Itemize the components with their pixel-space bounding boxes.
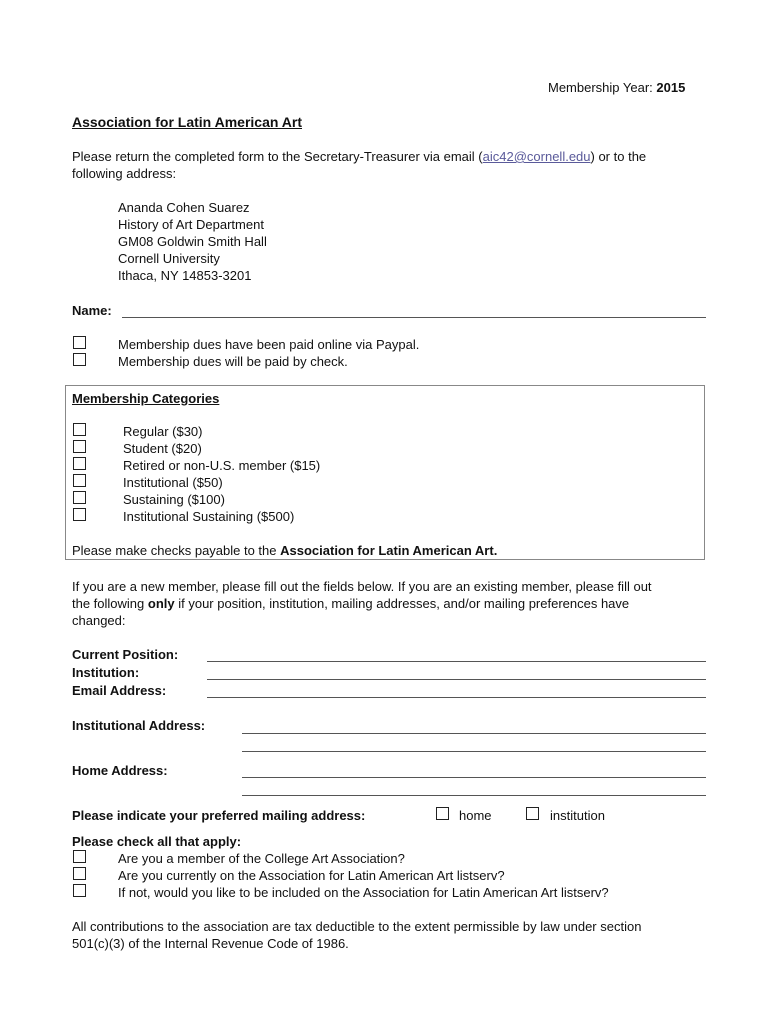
instructions-after: if your position, institution, mailing addresses, and/or mailing preferences have — [174, 596, 630, 611]
address-line-2: History of Art Department — [118, 217, 264, 232]
instructions-before: the following — [72, 596, 148, 611]
check-payment-label: Membership dues will be paid by check. — [118, 354, 348, 369]
address-line-3: GM08 Goldwin Smith Hall — [118, 234, 267, 249]
institutional-checkbox[interactable] — [73, 474, 86, 487]
category-student: Student ($20) — [123, 441, 202, 456]
membership-year-value: 2015 — [656, 80, 686, 95]
form-title: Association for Latin American Art — [72, 114, 303, 130]
instructions-line-1: If you are a new member, please fill out the fields below. If you are an existing member, please fill out — [72, 579, 652, 594]
checks-org-name: Association for Latin American Art. — [280, 543, 498, 558]
address-line-5: Ithaca, NY 14853-3201 — [118, 268, 252, 283]
membership-year-label: Membership Year: — [548, 80, 653, 95]
address-line-1: Ananda Cohen Suarez — [118, 200, 250, 215]
check-payment-checkbox[interactable] — [73, 353, 86, 366]
institution-label: Institution: — [72, 665, 140, 680]
instructions-line-3: changed: — [72, 613, 126, 628]
intro-line2: following address: — [72, 166, 177, 181]
home-address-label: Home Address: — [72, 763, 168, 778]
retired-checkbox[interactable] — [73, 457, 86, 470]
instructions-line-2 — [72, 595, 629, 612]
current-position-label: Current Position: — [72, 647, 179, 662]
name-label: Name: — [72, 303, 112, 318]
home-address-field-2[interactable] — [242, 795, 706, 796]
address-line-4: Cornell University — [118, 251, 220, 266]
institutional-sustaining-checkbox[interactable] — [73, 508, 86, 521]
current-position-field[interactable] — [207, 661, 706, 662]
email-link[interactable]: aic42@cornell.edu — [482, 149, 591, 164]
caa-member-label: Are you a member of the College Art Association? — [118, 851, 405, 866]
join-listserv-label: If not, would you like to be included on the Association for Latin American Art listserv? — [118, 885, 609, 900]
student-checkbox[interactable] — [73, 440, 86, 453]
email-address-field[interactable] — [207, 697, 706, 698]
caa-member-checkbox[interactable] — [73, 850, 86, 863]
category-sustaining: Sustaining ($100) — [123, 492, 225, 507]
sustaining-checkbox[interactable] — [73, 491, 86, 504]
check-all-heading: Please check all that apply: — [72, 834, 242, 849]
categories-heading: Membership Categories — [72, 391, 220, 406]
join-listserv-checkbox[interactable] — [73, 884, 86, 897]
tax-note-line-2: 501(c)(3) of the Internal Revenue Code of 1986. — [72, 936, 349, 951]
name-field[interactable] — [122, 317, 706, 318]
category-regular: Regular ($30) — [123, 424, 203, 439]
intro-before: Please return the completed form to the Secretary-Treasurer via email ( — [72, 149, 483, 164]
instructions-only: only — [147, 596, 175, 611]
membership-year — [548, 79, 685, 96]
institution-mailing-label: institution — [550, 808, 605, 823]
email-address-label: Email Address: — [72, 683, 167, 698]
mailing-preference-label: Please indicate your preferred mailing address: — [72, 808, 366, 823]
intro-after: ) or to the — [590, 149, 647, 164]
home-mailing-label: home — [459, 808, 492, 823]
checks-payable-note — [72, 542, 497, 559]
paypal-option-label: Membership dues have been paid online via Paypal. — [118, 337, 420, 352]
institutional-address-field-2[interactable] — [242, 751, 706, 752]
institutional-address-field-1[interactable] — [242, 733, 706, 734]
category-institutional: Institutional ($50) — [123, 475, 223, 490]
category-retired: Retired or non-U.S. member ($15) — [123, 458, 321, 473]
on-listserv-checkbox[interactable] — [73, 867, 86, 880]
tax-note-line-1: All contributions to the association are tax deductible to the extent permissible by law under section — [72, 919, 642, 934]
intro-text — [72, 148, 712, 165]
category-institutional-sustaining: Institutional Sustaining ($500) — [123, 509, 295, 524]
regular-checkbox[interactable] — [73, 423, 86, 436]
institutional-address-label: Institutional Address: — [72, 718, 206, 733]
checks-before: Please make checks payable to the — [72, 543, 281, 558]
home-address-field-1[interactable] — [242, 777, 706, 778]
institution-mailing-checkbox[interactable] — [526, 807, 539, 820]
institution-field[interactable] — [207, 679, 706, 680]
home-mailing-checkbox[interactable] — [436, 807, 449, 820]
paypal-checkbox[interactable] — [73, 336, 86, 349]
on-listserv-label: Are you currently on the Association for Latin American Art listserv? — [118, 868, 505, 883]
